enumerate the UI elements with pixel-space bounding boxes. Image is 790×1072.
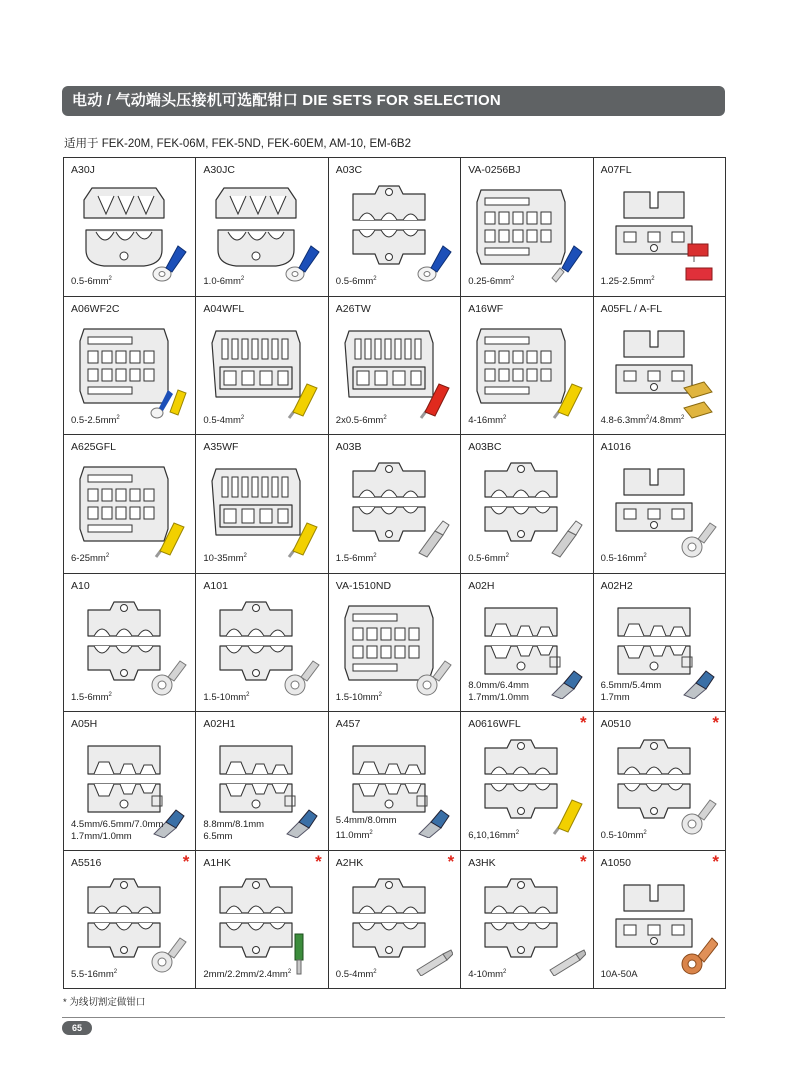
- yellow-ferrule-terminal-icon: [148, 517, 188, 561]
- die-set-code: A30JC: [203, 164, 235, 176]
- die-set-spec: 5.4mm/8.0mm $11.0mm^2$: [335, 815, 397, 842]
- yellow-ferrule-terminal-icon: [281, 517, 321, 561]
- die-set-code: A5516: [71, 856, 102, 869]
- die-set-spec: $0.5-6mm^2$: [468, 553, 510, 565]
- die-set-code: A101: [203, 579, 228, 592]
- die-set-code: A0616WFL: [468, 718, 521, 730]
- red-flag-terminal-icon: [678, 240, 718, 284]
- die-set-cell: [329, 158, 461, 297]
- die-set-code: A1050: [600, 856, 631, 869]
- die-set-code: A2HK: [335, 856, 364, 869]
- die-set-cell: [461, 851, 593, 990]
- die-set-spec: 10A-50A: [600, 969, 638, 980]
- die-set-code: A02H2: [600, 579, 633, 592]
- blue-spade-terminal-icon: [546, 240, 586, 284]
- die-set-spec: $1.5-10mm^2$: [203, 691, 250, 703]
- section-title: 电动 / 气动端头压接机可选配钳口 DIE SETS FOR SELECTION: [72, 92, 501, 109]
- page-rule: [62, 1017, 725, 1018]
- die-set-spec: $1.0-6mm^2$: [203, 276, 245, 288]
- die-set-spec: $1.5-10mm^2$: [335, 691, 382, 703]
- die-set-code: A0510: [600, 718, 631, 730]
- die-set-spec: $2x0.5-6mm^2$: [335, 414, 387, 426]
- die-set-spec: $4.8-6.3mm^2/4.8mm^2$: [600, 414, 685, 426]
- die-set-spec: $6-25mm^2$: [71, 553, 110, 565]
- die-set-spec: $6,10,16mm^2$: [468, 830, 520, 842]
- wire-cut-star-icon: *: [447, 851, 455, 871]
- die-set-code: A05H: [71, 718, 98, 730]
- yellow-ferrule-terminal-icon: [546, 794, 586, 838]
- wire-cut-star-icon: *: [712, 713, 719, 732]
- die-set-cell: [594, 435, 726, 574]
- ring-lug-terminal-icon: [678, 517, 718, 561]
- die-set-cell: [196, 297, 328, 436]
- die-set-spec: $4-16mm^2$: [468, 414, 507, 426]
- bnc-terminal-icon: [546, 655, 586, 699]
- ring-lug-terminal-icon: [678, 794, 718, 838]
- blue-yellow-terminal-icon: [148, 378, 188, 422]
- die-set-cell: [461, 435, 593, 574]
- die-set-spec: $4-10mm^2$: [468, 968, 507, 980]
- bnc-terminal-icon: [413, 794, 453, 838]
- ring-lug-terminal-icon: [148, 932, 188, 976]
- die-set-cell: [64, 158, 196, 297]
- die-set-cell: [461, 297, 593, 436]
- yellow-ferrule-terminal-icon: [281, 378, 321, 422]
- die-set-code: A625GFL: [71, 441, 116, 453]
- section-title-bar: [62, 86, 725, 116]
- die-set-spec: $0.5-6mm^2$: [335, 276, 377, 288]
- die-set-code: A26TW: [335, 302, 371, 315]
- die-set-cell: [64, 297, 196, 436]
- die-set-cell: [196, 851, 328, 990]
- die-set-code: A07FL: [600, 164, 632, 176]
- die-set-cell: [594, 712, 726, 851]
- die-set-code: A03BC: [468, 441, 502, 453]
- open-barrel-terminal-icon: [413, 517, 453, 561]
- die-set-spec: $10-35mm^2$: [203, 553, 247, 565]
- die-set-code: A03B: [335, 441, 362, 453]
- die-set-cell: [64, 435, 196, 574]
- die-set-code: A04WFL: [203, 302, 245, 315]
- die-set-code: A457: [335, 718, 361, 730]
- die-set-code: A1016: [600, 441, 631, 453]
- die-set-spec: $1.25-2.5mm^2$: [600, 276, 655, 288]
- die-set-code: A02H1: [203, 718, 236, 730]
- die-set-spec: $1.5-6mm^2$: [71, 691, 112, 703]
- ring-lug-terminal-icon: [413, 655, 453, 699]
- wire-cut-star-icon: *: [579, 851, 587, 871]
- die-set-spec: 8.0mm/6.4mm 1.7mm/1.0mm: [468, 680, 529, 703]
- ring-lug-terminal-icon: [148, 655, 188, 699]
- die-set-spec: $1.5-6mm^2$: [335, 553, 377, 565]
- die-set-code: VA-1510ND: [335, 579, 392, 592]
- red-ferrule-terminal-icon: [413, 378, 453, 422]
- wire-cut-star-icon: *: [182, 851, 190, 871]
- die-set-code: A30J: [71, 164, 95, 176]
- bnc-terminal-icon: [678, 655, 718, 699]
- bnc-terminal-icon: [281, 794, 321, 838]
- open-barrel-terminal-icon: [546, 517, 586, 561]
- die-set-code: A1HK: [203, 856, 231, 869]
- die-set-cell: [461, 712, 593, 851]
- die-set-cell: [594, 297, 726, 436]
- die-set-cell: [196, 158, 328, 297]
- die-set-spec: $2mm/2.2mm/2.4mm^2$: [203, 968, 292, 980]
- die-set-spec: $0.5-4mm^2$: [203, 414, 245, 426]
- die-set-code: A02H: [468, 579, 495, 592]
- die-set-code: A10: [71, 579, 90, 592]
- die-set-code: A03C: [335, 164, 363, 176]
- die-set-code: VA-0256BJ: [468, 164, 521, 176]
- wire-cut-star-icon: *: [315, 851, 322, 871]
- die-set-cell: [461, 574, 593, 713]
- die-set-cell: [594, 574, 726, 713]
- die-set-cell: [329, 851, 461, 990]
- die-set-code: A16WF: [468, 302, 504, 315]
- die-set-cell: [196, 574, 328, 713]
- die-set-code: A3HK: [468, 856, 496, 869]
- die-set-cell: [64, 574, 196, 713]
- blue-ring-terminal-icon: [413, 240, 453, 284]
- die-set-cell: [329, 435, 461, 574]
- page-number: 65: [62, 1021, 92, 1035]
- die-set-spec: 8.8mm/8.1mm 6.5mm: [203, 818, 265, 842]
- die-set-spec: $0.5-6mm^2$: [71, 276, 112, 288]
- die-set-spec: 6.5mm/5.4mm 1.7mm: [600, 680, 662, 703]
- die-set-cell: [64, 712, 196, 851]
- pin-terminal-icon: [546, 932, 586, 976]
- die-set-cell: [594, 851, 726, 990]
- wire-cut-star-icon: *: [579, 713, 587, 732]
- copper-lug-terminal-icon: [678, 932, 718, 976]
- die-set-spec: $0.5-2.5mm^2$: [71, 414, 120, 426]
- die-set-spec: $0.5-16mm^2$: [600, 553, 647, 565]
- die-set-cell: [594, 158, 726, 297]
- wire-cut-star-icon: *: [712, 851, 719, 871]
- die-set-code: A06WF2C: [71, 302, 120, 315]
- die-set-spec: $0.25-6mm^2$: [468, 276, 515, 288]
- die-set-cell: [196, 435, 328, 574]
- pin-terminal-icon: [413, 932, 453, 976]
- blue-ring-terminal-icon: [281, 240, 321, 284]
- footnote: * 为线切割定做钳口: [63, 997, 146, 1008]
- die-set-cell: [196, 712, 328, 851]
- ring-lug-terminal-icon: [281, 655, 321, 699]
- die-set-code: A05FL / A-FL: [600, 302, 663, 315]
- die-set-cell: [64, 851, 196, 990]
- die-set-cell: [329, 712, 461, 851]
- die-set-cell: [461, 158, 593, 297]
- die-sets-grid: [63, 157, 726, 989]
- applicable-models: 适用于 FEK-20M, FEK-06M, FEK-5ND, FEK-60EM, AM-10, EM-6B2: [64, 138, 411, 150]
- die-set-code: A35WF: [203, 441, 239, 453]
- die-set-spec: $0.5-4mm^2$: [335, 968, 377, 980]
- die-set-spec: $5.5-16mm^2$: [71, 968, 118, 980]
- blue-ring-terminal-icon: [148, 240, 188, 284]
- die-set-spec: 4.5mm/6.5mm/7.0mm 1.7mm/1.0mm: [71, 818, 164, 842]
- die-set-cell: [329, 297, 461, 436]
- yellow-ferrule-terminal-icon: [546, 378, 586, 422]
- die-set-cell: [329, 574, 461, 713]
- die-set-spec: $0.5-10mm^2$: [600, 830, 647, 842]
